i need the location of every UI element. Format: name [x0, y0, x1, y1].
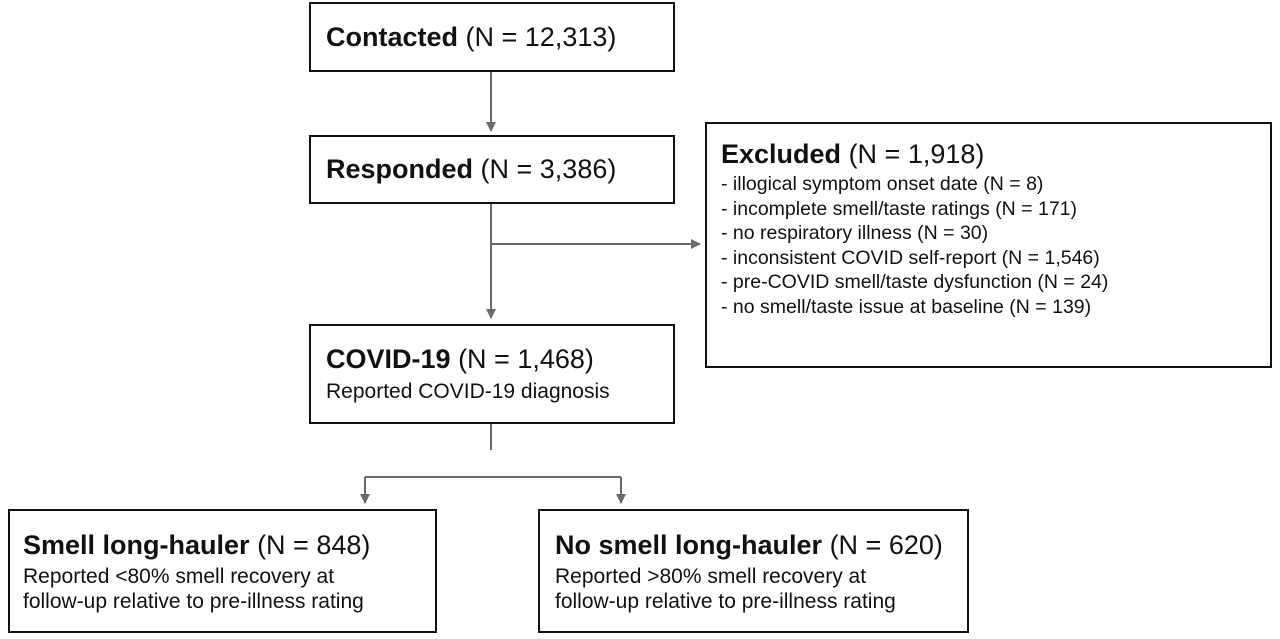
covid-description: Reported COVID-19 diagnosis: [326, 380, 610, 403]
excluded-item: - incomplete smell/taste ratings (N = 171): [721, 197, 1078, 220]
excluded-item: - inconsistent COVID self-report (N = 1,546): [721, 246, 1100, 269]
long-hauler-label: Smell long-hauler: [23, 530, 250, 560]
excluded-item: - no respiratory illness (N = 30): [721, 222, 989, 244]
covid-label: COVID-19: [326, 344, 451, 374]
long-hauler-description-line: Reported <80% smell recovery at: [23, 565, 335, 588]
responded-title: [326, 153, 673, 185]
excluded-title: [721, 138, 1270, 170]
contacted-count: (N = 12,313): [465, 22, 617, 52]
no-long-hauler-description-line: Reported >80% smell recovery at: [555, 565, 867, 588]
contacted-label: Contacted: [326, 22, 459, 52]
no-long-hauler-box: [538, 509, 969, 633]
contacted-box: [309, 2, 675, 72]
responded-label: Responded: [326, 154, 474, 184]
excluded-item: - no smell/taste issue at baseline (N = 139): [721, 295, 1092, 318]
no-long-hauler-title: [555, 529, 967, 561]
excluded-item: - illogical symptom onset date (N = 8): [721, 173, 1044, 195]
long-hauler-box: [8, 509, 437, 633]
responded-box: [309, 135, 675, 204]
contacted-title: [326, 21, 673, 53]
excluded-count: (N = 1,918): [848, 139, 985, 169]
no-long-hauler-description-line: follow-up relative to pre-illness rating: [555, 590, 896, 613]
excluded-item: - pre-COVID smell/taste dysfunction (N = 24): [721, 271, 1109, 293]
covid-title: [326, 343, 673, 375]
long-hauler-title: [23, 529, 435, 561]
excluded-label: Excluded: [721, 139, 842, 169]
long-hauler-description-line: follow-up relative to pre-illness rating: [23, 590, 364, 613]
no-long-hauler-label: No smell long-hauler: [555, 530, 823, 560]
covid-box: [309, 324, 675, 424]
excluded-box: [705, 122, 1272, 368]
no-long-hauler-count: (N = 620): [829, 530, 943, 560]
long-hauler-count: (N = 848): [257, 530, 371, 560]
covid-count: (N = 1,468): [458, 344, 594, 374]
responded-count: (N = 3,386): [480, 154, 617, 184]
